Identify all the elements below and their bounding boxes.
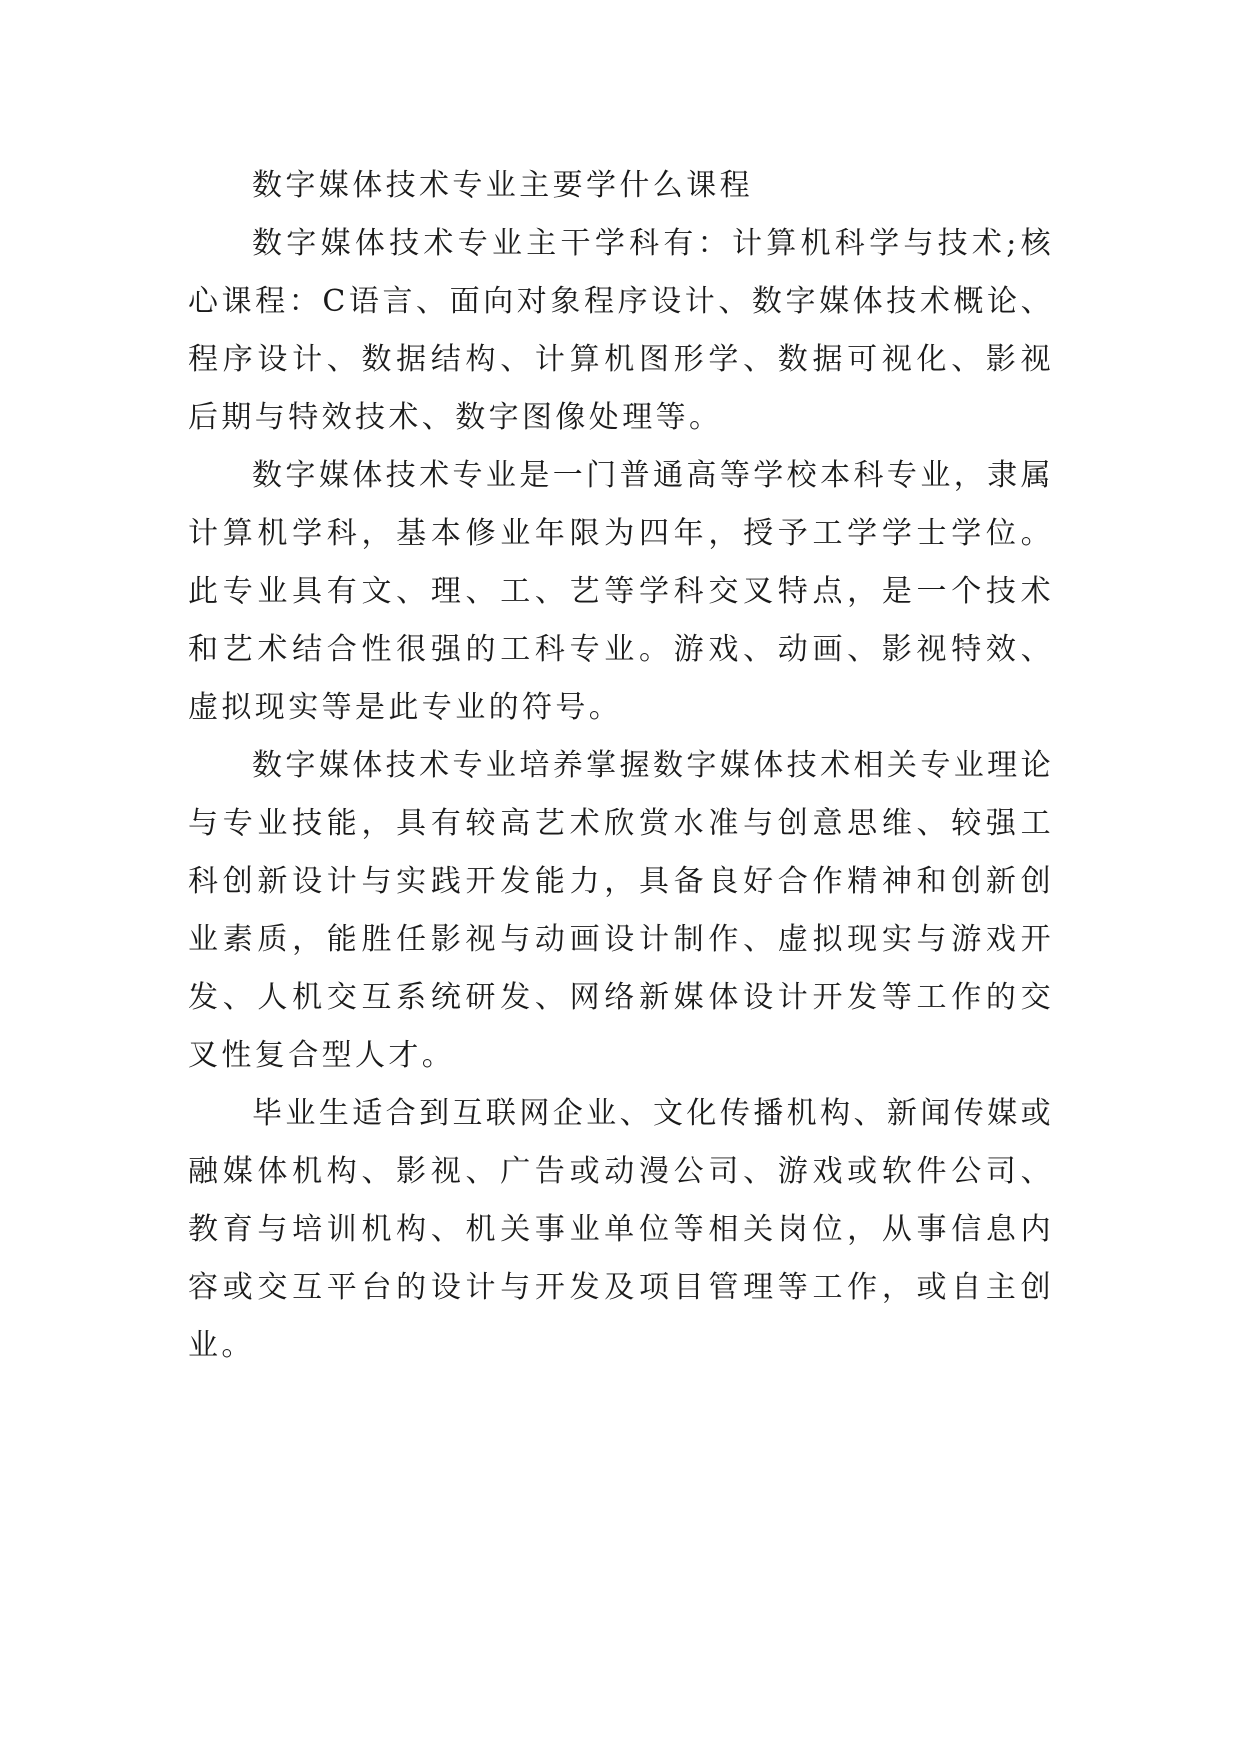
document-title: 数字媒体技术专业主要学什么课程 xyxy=(252,168,753,203)
paragraph-major-overview: 数字媒体技术专业是一门普通高等学校本科专业，隶属计算机学科，基本修业年限为四年，授予工学学士学位。此专业具有文、理、工、艺等学科交叉特点，是一个技术和艺术结合性很强的工科专业。游戏、动画、影视特效、虚拟现实等是此专业的符号。 xyxy=(188,458,1054,725)
paragraph-training-goals: 数字媒体技术专业培养掌握数字媒体技术相关专业理论与专业技能，具有较高艺术欣赏水准与创意思维、较强工科创新设计与实践开发能力，具备良好合作精神和创新创业素质，能胜任影视与动画设计制作、虚拟现实与游戏开发、人机交互系统研发、网络新媒体设计开发等工作的交叉性复合型人才。 xyxy=(188,748,1054,1073)
document-body xyxy=(188,157,1054,1375)
paragraph-core-courses: 数字媒体技术专业主干学科有：计算机科学与技术;核心课程：C语言、面向对象程序设计、数字媒体技术概论、程序设计、数据结构、计算机图形学、数据可视化、影视后期与特效技术、数字图像处理等。 xyxy=(188,226,1054,435)
paragraph-career-paths: 毕业生适合到互联网企业、文化传播机构、新闻传媒或融媒体机构、影视、广告或动漫公司、游戏或软件公司、教育与培训机构、机关事业单位等相关岗位，从事信息内容或交互平台的设计与开发及项目管理等工作，或自主创业。 xyxy=(188,1096,1054,1363)
